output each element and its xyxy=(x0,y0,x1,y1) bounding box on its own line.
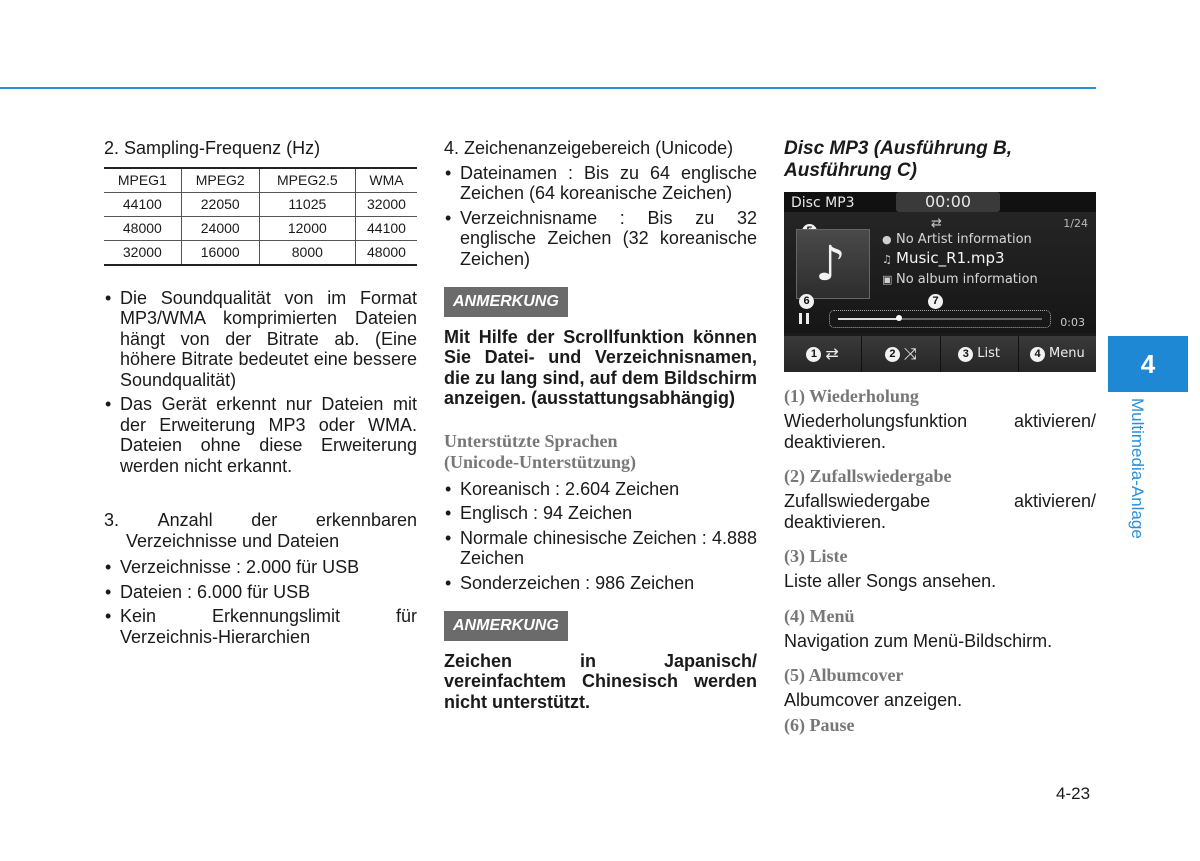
repeat-icon: ⇄ xyxy=(825,343,839,363)
table-header-cell: MPEG2.5 xyxy=(259,168,355,193)
chapter-number-tab: 4 xyxy=(1108,336,1188,392)
column-3 xyxy=(784,138,1096,736)
item-album-cover xyxy=(784,665,1096,711)
callout-badge-4: 4 xyxy=(1030,347,1045,362)
item-list xyxy=(784,546,1096,592)
quality-bullet-list xyxy=(104,288,417,477)
table-header-cell: MPEG1 xyxy=(104,168,181,193)
disc-mp3-screen xyxy=(784,192,1096,372)
person-icon: ● xyxy=(882,233,892,246)
table-row xyxy=(104,192,417,216)
repeat-status-icon: ⇄ xyxy=(931,216,942,231)
list-button-label: List xyxy=(977,345,1000,361)
table-header-cell: MPEG2 xyxy=(181,168,259,193)
track-count: 1/24 xyxy=(1063,217,1088,230)
list-item: • Englisch : 94 Zeichen xyxy=(444,503,757,524)
repeat-button[interactable] xyxy=(784,336,862,372)
note-text: Mit Hilfe der Scrollfunktion können Sie Datei- und Verzeichnisnamen, die zu lang sind, auf dem Bildschirm anzeigen. (ausstattungsabhängig) xyxy=(444,326,757,408)
progress-track xyxy=(838,318,1042,320)
callout-badge-6: 6 xyxy=(799,294,814,309)
count-heading-number: 3. xyxy=(104,510,120,530)
chapter-title: Multimedia-Anlage xyxy=(1128,398,1147,539)
item-heading: (5) Albumcover xyxy=(784,665,904,685)
item-repeat xyxy=(784,386,1096,452)
progress-bar[interactable] xyxy=(829,310,1051,328)
pause-icon[interactable] xyxy=(799,313,809,324)
table-row xyxy=(104,216,417,240)
list-item: • Sonderzeichen : 986 Zeichen xyxy=(444,573,757,594)
table-cell: 32000 xyxy=(104,240,181,265)
item-heading: (1) Wiederholung xyxy=(784,386,919,406)
table-header-row xyxy=(104,168,417,193)
list-item: • Dateinamen : Bis zu 64 englische Zeichen (64 koreanische Zeichen) xyxy=(444,163,757,204)
list-item: • Koreanisch : 2.604 Zeichen xyxy=(444,479,757,500)
char-bullet-list xyxy=(444,163,757,270)
page-number: 4-23 xyxy=(1056,784,1091,803)
table-cell: 22050 xyxy=(181,192,259,216)
callout-badge-2: 2 xyxy=(885,347,900,362)
table-cell: 12000 xyxy=(259,216,355,240)
album-info xyxy=(882,270,1038,291)
char-range-heading: 4. Zeichenanzeigebereich (Unicode) xyxy=(444,138,734,158)
list-item: • Die Soundqualität von im Format MP3/WMA komprimierten Dateien hängt von der Bitrate ab. (Eine höhere Bitrate bedeutet eine bessere Soundqualität) xyxy=(104,288,417,391)
languages-heading: Unterstützte Sprachen xyxy=(444,430,618,451)
progress-fill xyxy=(838,318,899,320)
item-text: Liste aller Songs ansehen. xyxy=(784,571,997,591)
top-rule xyxy=(0,87,1096,89)
song-text: Music_R1.mp3 xyxy=(896,249,1005,267)
item-text: Albumcover anzeigen. xyxy=(784,690,963,710)
note-label: ANMERKUNG xyxy=(444,611,568,641)
table-cell: 48000 xyxy=(355,240,417,265)
item-heading: (6) Pause xyxy=(784,714,855,735)
item-heading: (4) Menü xyxy=(784,605,855,626)
menu-button-label: Menu xyxy=(1049,345,1085,361)
callout-badge-7: 7 xyxy=(928,294,943,309)
table-cell: 32000 xyxy=(355,192,417,216)
list-item: • Dateien : 6.000 für USB xyxy=(104,582,417,603)
list-item: • Verzeichnisname : Bis zu 32 englische Zeichen (32 koreanische Zeichen) xyxy=(444,208,757,270)
progress-knob[interactable] xyxy=(896,315,902,321)
column-1 xyxy=(104,138,417,651)
languages-bullet-list xyxy=(444,479,757,594)
count-bullet-list xyxy=(104,557,417,647)
callout-badge-3: 3 xyxy=(958,347,973,362)
song-info xyxy=(882,248,1005,271)
item-heading: (3) Liste xyxy=(784,546,848,566)
list-item: • Kein Erkennungslimit für Verzeichnis-Hierarchien xyxy=(104,606,417,647)
table-cell: 44100 xyxy=(104,192,181,216)
item-heading: (2) Zufallswiedergabe xyxy=(784,466,952,486)
table-cell: 16000 xyxy=(181,240,259,265)
shuffle-button[interactable] xyxy=(862,336,940,372)
list-item: • Das Gerät erkennt nur Dateien mit der Erweiterung MP3 oder WMA. Dateien ohne diese Erweiterung werden nicht erkannt. xyxy=(104,394,417,476)
menu-button[interactable] xyxy=(1019,336,1096,372)
table-cell: 44100 xyxy=(355,216,417,240)
count-heading-word: erkennbaren xyxy=(315,510,417,530)
table-header-cell: WMA xyxy=(355,168,417,193)
count-heading-word: der xyxy=(251,510,278,530)
list-item: • Normale chinesische Zeichen : 4.888 Zeichen xyxy=(444,528,757,569)
shuffle-icon: ⤨ xyxy=(903,343,917,363)
artist-text: No Artist information xyxy=(896,232,1032,247)
count-heading-line2: Verzeichnisse und Dateien xyxy=(126,530,340,551)
screen-button-bar xyxy=(784,336,1096,372)
album-text: No album information xyxy=(896,272,1038,287)
count-heading-word: Anzahl xyxy=(157,510,213,530)
languages-heading-sub: (Unicode-Unterstützung) xyxy=(444,451,636,472)
item-text: Wiederholungsfunktion aktivieren/ deaktivieren. xyxy=(784,411,1096,452)
section-title: Disc MP3 (Ausführung B, Ausführung C) xyxy=(784,138,1013,181)
album-icon: ▣ xyxy=(882,273,893,286)
item-menu xyxy=(784,606,1096,652)
table-cell: 24000 xyxy=(181,216,259,240)
screen-time: 00:00 xyxy=(896,192,1000,212)
sampling-heading: 2. Sampling-Frequenz (Hz) xyxy=(104,138,321,158)
list-item: • Verzeichnisse : 2.000 für USB xyxy=(104,557,417,578)
item-shuffle xyxy=(784,466,1096,532)
album-cover[interactable] xyxy=(796,229,870,299)
screen-title: Disc MP3 xyxy=(791,195,855,211)
table-cell: 8000 xyxy=(259,240,355,265)
play-duration: 0:03 xyxy=(1060,316,1085,329)
music-note-icon: ♫ xyxy=(882,253,892,266)
table-cell: 11025 xyxy=(259,192,355,216)
sampling-frequency-table xyxy=(104,167,417,266)
list-button[interactable] xyxy=(941,336,1019,372)
count-heading xyxy=(104,510,417,531)
item-text: Navigation zum Menü-Bildschirm. xyxy=(784,630,1053,651)
note-label: ANMERKUNG xyxy=(444,287,568,317)
screen-header xyxy=(784,192,1096,212)
table-cell: 48000 xyxy=(104,216,181,240)
callout-badge-1: 1 xyxy=(806,347,821,362)
note-text: Zeichen in Japanisch/ vereinfachtem Chinesisch werden nicht unterstützt. xyxy=(444,650,757,712)
column-2 xyxy=(444,138,757,712)
music-note-icon: ♪ xyxy=(815,236,846,292)
table-row xyxy=(104,240,417,265)
item-pause xyxy=(784,715,1096,736)
item-text: Zufallswiedergabe aktivieren/ deaktivieren. xyxy=(784,491,1096,532)
